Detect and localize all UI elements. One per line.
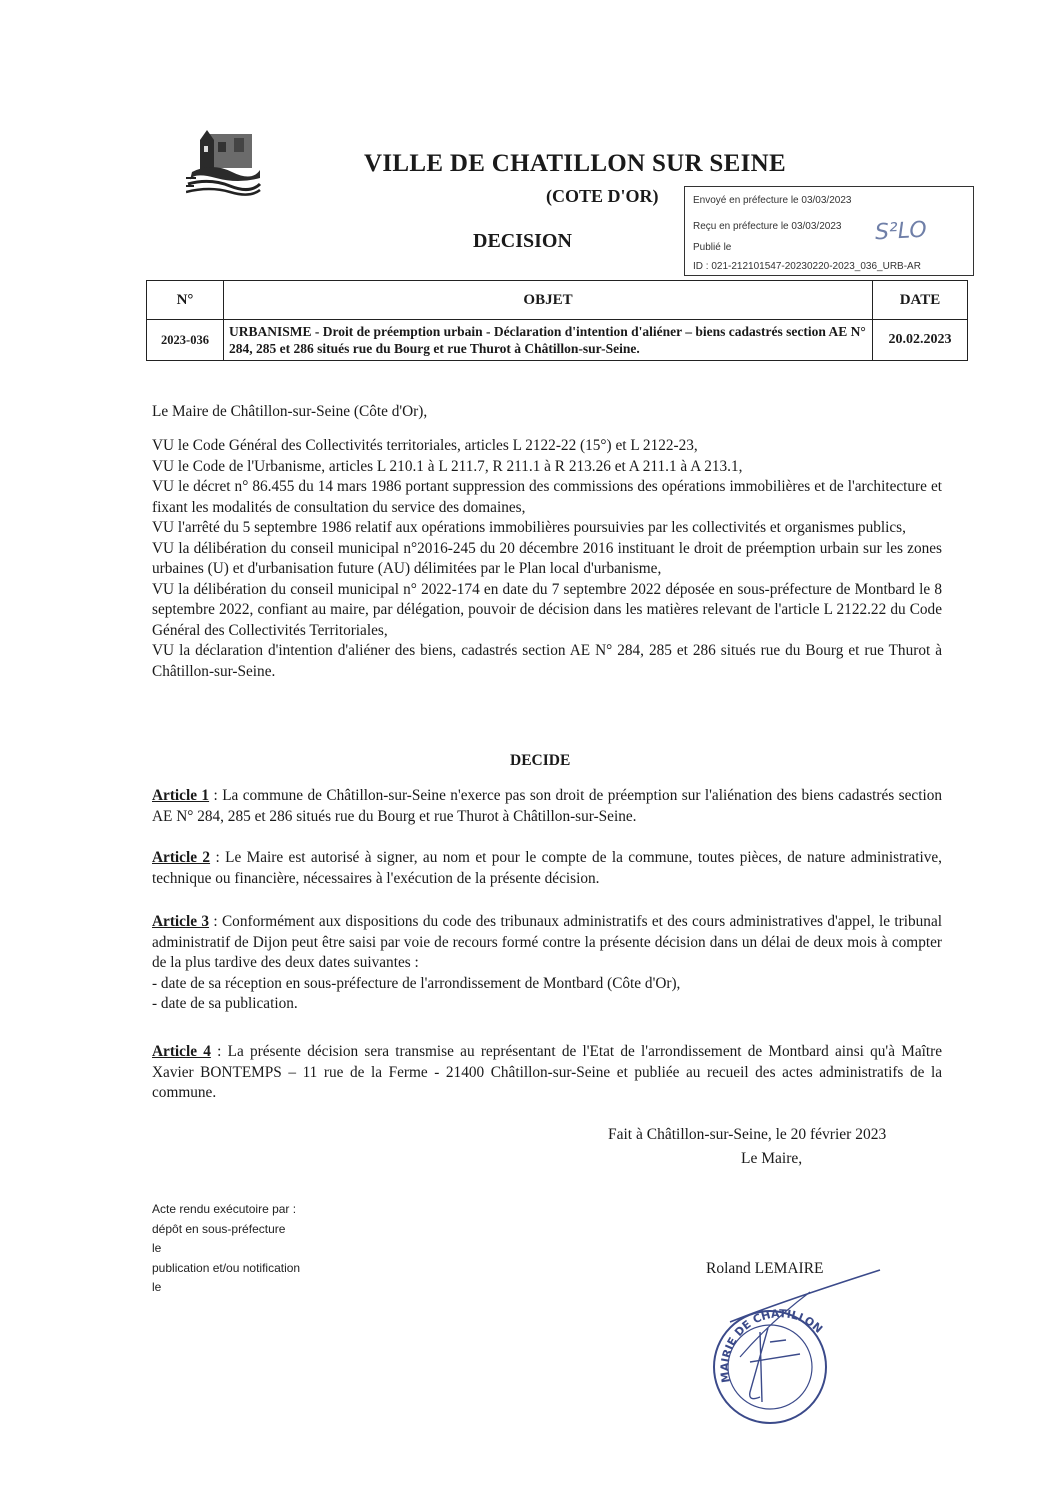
department-label: (COTE D'OR) [546,186,659,206]
stamp-handwriting: S²LO [874,217,928,246]
decide-heading: DECIDE [510,752,571,769]
decision-objet: URBANISME - Droit de préemption urbain - Déclaration d'intention d'aliéner – biens cadastrés section AE N° 284, 285 et 286 situés rue du Bourg et rue Thurot à Châtillon-sur-Seine. [224,320,873,361]
svg-text:MAIRIE DE CHATILLON [718,1307,825,1383]
col-num-header: N° [147,281,224,320]
article-label: Article 4 [152,1043,211,1060]
acte-line: Acte rendu exécutoire par : [152,1202,297,1216]
decision-table [146,280,968,361]
stamp-published: Publié le [693,242,732,253]
vu-item: VU la délibération du conseil municipal n° 2022-174 en date du 7 septembre 2022 déposée en sous-préfecture de Montbard le 8 septembre 2022, confiant au maire, par délégation, pouvoir de décision dans les matières relevant de l'article L 2122.22 du Code Général des Collectivités Territoriales, [152,580,942,639]
acte-line: dépôt en sous-préfecture [152,1221,286,1236]
article-text: : La commune de Châtillon-sur-Seine n'exerce pas son droit de préemption sur l'aliénation des biens cadastrés section AE N° 284, 285 et 286 situés rue du Bourg et rue Thurot à Châtillon-sur-Seine. [152,787,942,825]
col-date-header: DATE [873,281,968,320]
vu-list [152,436,942,682]
article-label: Article 1 [152,787,210,804]
signer-name: Roland LEMAIRE [706,1260,824,1277]
article-label: Article 2 [152,849,211,866]
mayor-title: Le Maire, [741,1150,803,1167]
vu-item: VU la déclaration d'intention d'aliéner des biens, cadastrés section AE N° 284, 285 et 286 situés rue du Bourg et rue Thurot à Châtillon-sur-Seine. [152,642,942,680]
article-1 [152,786,942,827]
decision-date: 20.02.2023 [873,320,968,361]
article-2 [152,848,942,889]
enforceability-note [152,1200,300,1298]
acte-line: le [152,1280,162,1294]
table-row [147,320,968,361]
stamp-received: Reçu en préfecture le 03/03/2023 [693,221,842,232]
vu-item: VU le décret n° 86.455 du 14 mars 1986 portant suppression des commissions des opérations immobilières et de l'architecture et fixant les modalités de consultation du service des domaines, [152,478,942,516]
acte-line: publication et/ou notification [152,1260,301,1275]
mayor-seal-signature [690,1262,890,1432]
decision-number: 2023-036 [147,320,224,361]
article-3 [152,912,942,1015]
col-objet-header: OBJET [224,281,873,320]
article-text: : Le Maire est autorisé à signer, au nom et pour le compte de la commune, toutes pièces, de nature administrative, technique ou financière, nécessaires à l'exécution de la présente décision. [152,849,942,887]
article-item: - date de sa réception en sous-préfecture de l'arrondissement de Montbard (Côte d'Or), [152,974,681,992]
document-type: DECISION [473,230,572,252]
city-logo-icon [186,128,262,198]
vu-item: VU l'arrêté du 5 septembre 1986 relatif aux opérations immobilières poursuivies par les collectivités et organismes publics, [152,519,906,536]
article-label: Article 3 [152,913,210,930]
place-date: Fait à Châtillon-sur-Seine, le 20 février 2023 [608,1126,887,1143]
stamp-sent: Envoyé en préfecture le 03/03/2023 [693,195,852,206]
intro-line: Le Maire de Châtillon-sur-Seine (Côte d'Or), [152,403,428,420]
article-4 [152,1042,942,1104]
prefecture-stamp [684,186,974,276]
article-text: : La présente décision sera transmise au représentant de l'Etat de l'arrondissement de Montbard ainsi qu'à Maître Xavier BONTEMPS – 11 rue de la Ferme - 21400 Châtillon-sur-Seine et publiée au recueil des actes administratifs de la commune. [152,1043,942,1101]
article-item: - date de sa publication. [152,995,298,1012]
table-header-row [147,281,968,320]
seal-text: MAIRIE DE CHATILLON [718,1307,826,1384]
town-title: VILLE DE CHATILLON SUR SEINE [364,150,786,177]
article-text: : Conformément aux dispositions du code des tribunaux administratifs et des cours administratives d'appel, le tribunal administratif de Dijon peut être saisi par voie de recours formé contre la présente décision dans un délai de deux mois à compter de la plus tardive des deux dates suivantes : [152,913,942,971]
vu-item: VU le Code Général des Collectivités territoriales, articles L 2122-22 (15°) et L 2122-23, [152,437,698,454]
acte-line: le [152,1241,162,1255]
vu-item: VU la délibération du conseil municipal n°2016-245 du 20 décembre 2016 instituant le droit de préemption urbain sur les zones urbaines (U) et d'urbanisation future (AU) délimitées par le Plan local d'urbanisme, [152,539,942,577]
vu-item: VU le Code de l'Urbanisme, articles L 210.1 à L 211.7, R 211.1 à R 213.26 et A 211.1 à A 213.1, [152,457,743,475]
stamp-id: ID : 021-212101547-20230220-2023_036_URB-AR [693,261,921,272]
